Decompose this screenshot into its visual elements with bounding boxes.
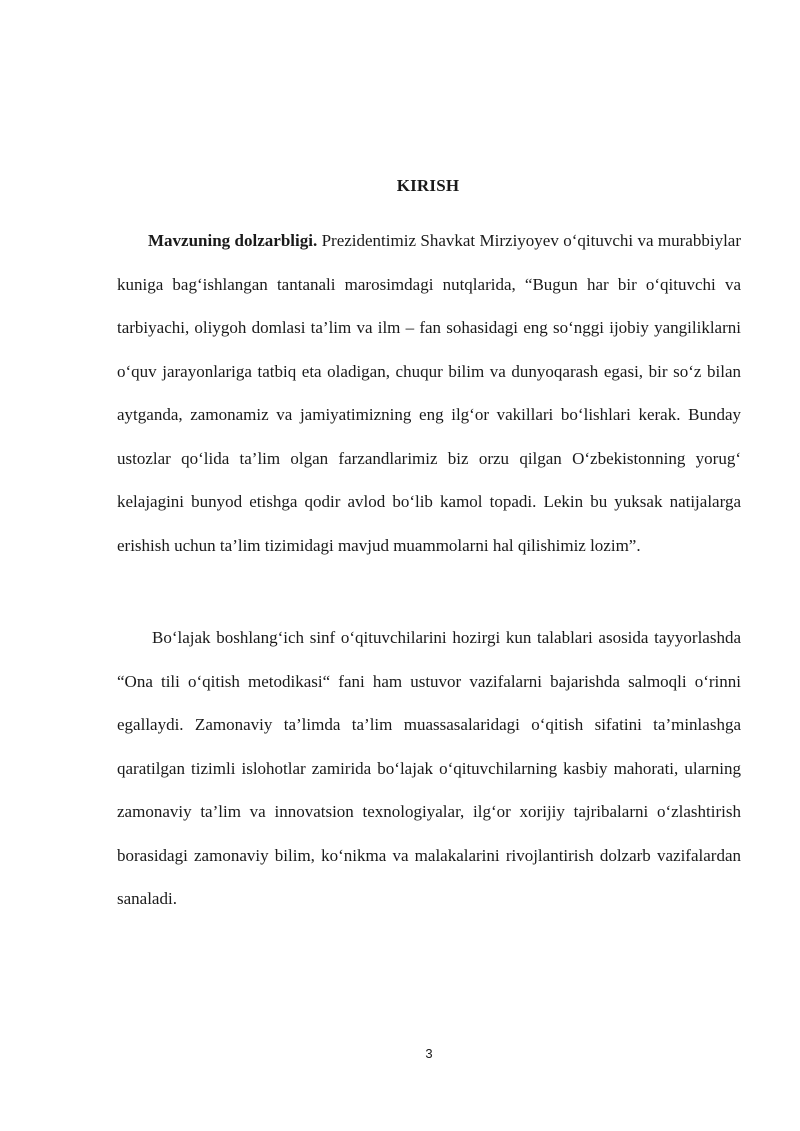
paragraph-body: Prezidentimiz Shavkat Mirziyoyev o‘qituvchi va murabbiylar kuniga bag‘ishlangan tantanali marosimdagi nutqlarida, “Bugun har bir o‘qituvchi va tarbiyachi, oliygoh domlasi ta’lim va ilm – fan sohasidagi eng so‘nggi ijobiy yangiliklarni o‘quv jarayonlariga tatbiq eta oladigan, chuqur bilim va dunyoqarash egasi, bir so‘z bilan aytganda, zamonamiz va jamiyatimizning eng ilg‘or vakillari bo‘lishlari kerak. Bunday ustozlar qo‘lida ta’lim olgan farzandlarimiz biz orzu qilgan O‘zbekistonning yorug‘ kelajagini bunyod etishga qodir avlod bo‘lib kamol topadi. Lekin bu yuksak natijalarga erishish uchun ta’lim tizimidagi mavjud muammolarni hal qilishimiz lozim”. (117, 231, 741, 555)
page-number: 3 (425, 1046, 433, 1061)
paragraph-methodology (117, 616, 741, 921)
paragraph-body: Bo‘lajak boshlang‘ich sinf o‘qituvchilarini hozirgi kun talablari asosida tayyorlashda “Ona tili o‘qitish metodikasi“ fani ham ustuvor vazifalarni bajarishda salmoqli o‘rinni egallaydi. Zamonaviy ta’limda ta’lim muassasalaridagi o‘qitish sifatini ta’minlashga qaratilgan tizimli islohotlar zamirida bo‘lajak o‘qituvchilarning kasbiy mahorati, ularning zamonaviy ta’lim va innovatsion texnologiyalar, ilg‘or xorijiy tajribalarni o‘zlashtirish borasidagi zamonaviy bilim, ko‘nikma va malakalarini rivojlantirish dolzarb vazifalardan sanaladi. (117, 628, 741, 908)
section-heading: KIRISH (396, 176, 460, 195)
paragraph-relevance (117, 219, 741, 567)
paragraph-lead-title: Mavzuning dolzarbligi. (148, 231, 318, 250)
